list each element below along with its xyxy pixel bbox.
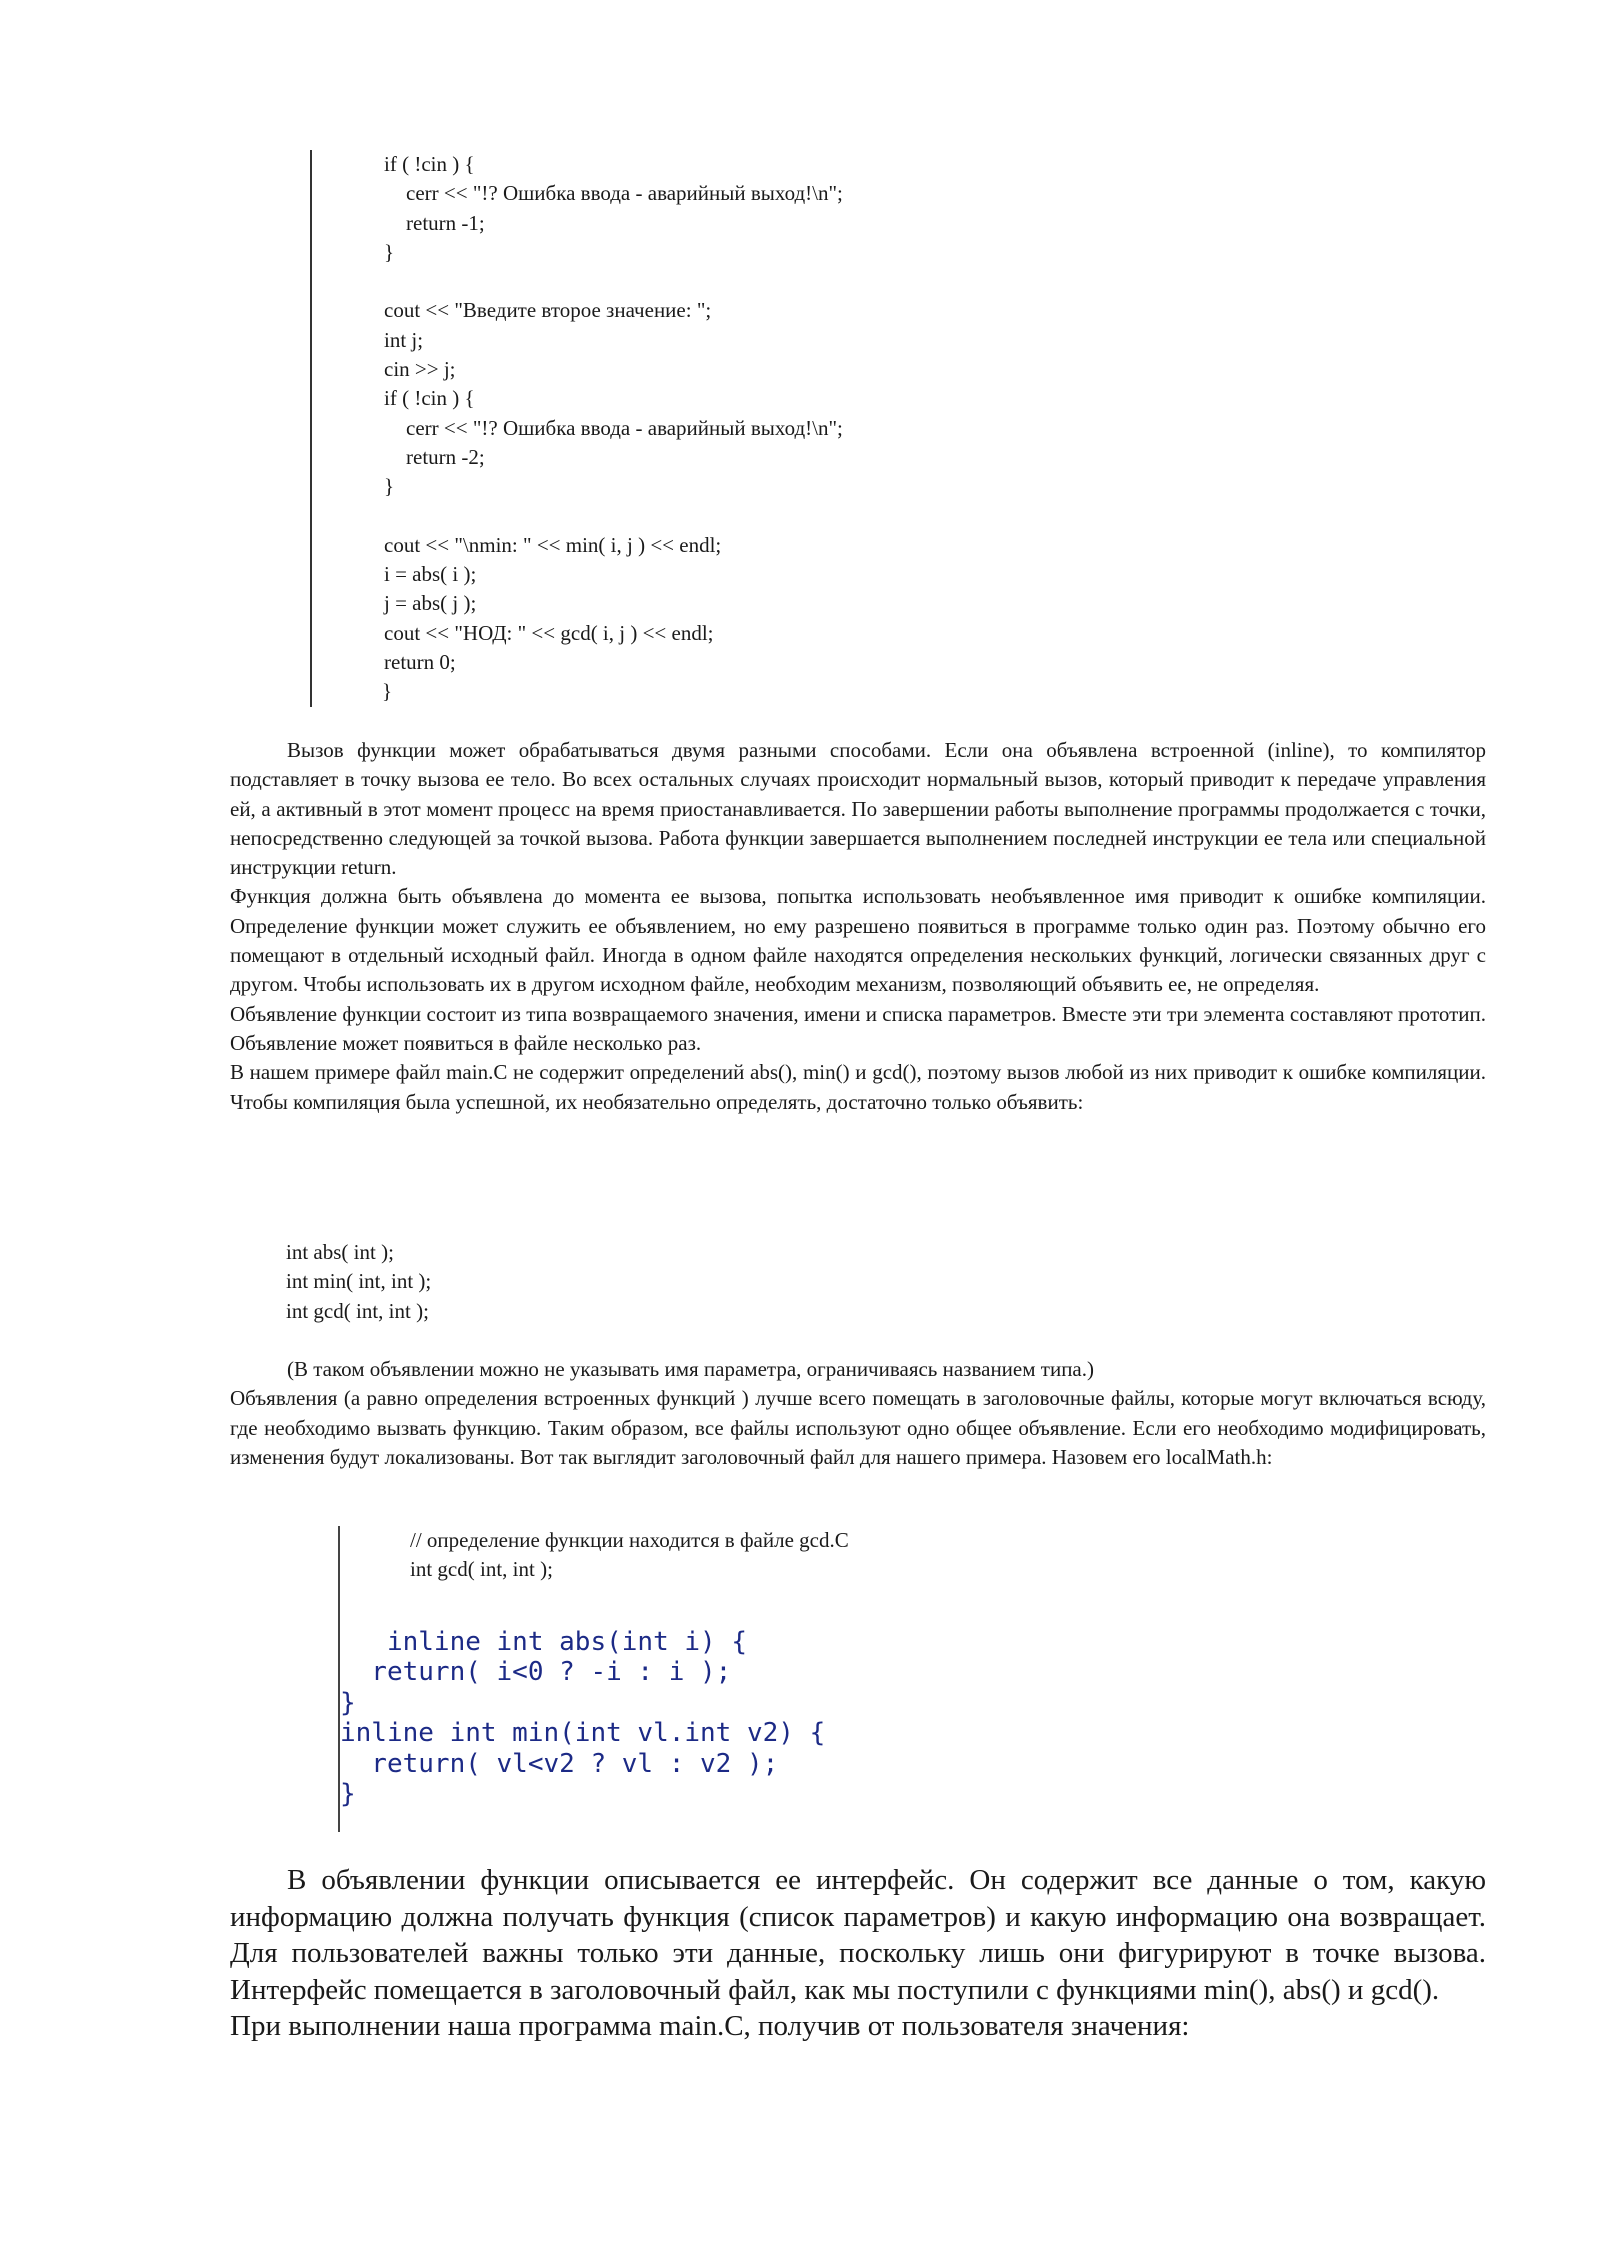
declarations-list [286, 1238, 431, 1326]
code-line: int j; [384, 327, 424, 352]
code-line: cout << "Введите второе значение: "; [384, 298, 712, 323]
body-paragraph: В нашем примере файл main.C не содержит определений abs(), min() и gcd(), поэтому вызов любой из них приводит к ошибке компиляции. Чтобы компиляция была успешной, их необязательно определять, достаточно только объявить: [230, 1060, 1486, 1114]
body-paragraph-large: При выполнении наша программа main.C, получив от пользователя значения: [230, 2010, 1190, 2042]
code-line [312, 502, 1012, 531]
code-line: } [382, 679, 393, 704]
code-line: } [340, 1779, 356, 1810]
declaration-line: int gcd( int, int ); [286, 1298, 429, 1323]
code-line: if ( !cin ) { [384, 386, 475, 411]
code-line: return( i<0 ? -i : i ); [340, 1657, 732, 1688]
code-line: i = abs( i ); [384, 562, 477, 587]
declaration-line: int min( int, int ); [286, 1269, 432, 1294]
body-paragraph-group-1 [230, 736, 1486, 1117]
code-line: cerr << "!? Ошибка ввода - аварийный выход!\n"; [406, 181, 843, 206]
code-line: inline int min(int vl.int v2) { [340, 1718, 826, 1749]
declaration-line: int abs( int ); [286, 1240, 394, 1264]
code-block-main [310, 150, 1012, 707]
body-paragraph-group-2 [230, 1355, 1486, 1472]
code-spacer [340, 1585, 1040, 1627]
code-line [312, 267, 1012, 296]
code-line: return -2; [406, 444, 485, 469]
code-line: return( vl<v2 ? vl : v2 ); [340, 1748, 779, 1779]
body-paragraph: Функция должна быть объявлена до момента ее вызова, попытка использовать необъявленное имя приводит к ошибке компиляции. Определение функции может служить ее объявлением, но ему разрешено появиться в программе только один раз. Поэтому обычно его помещают в отдельный исходный файл. Иногда в одном файле находятся определения нескольких функций, логически связанных друг с другом. Чтобы использовать их в другом исходном файле, необходим механизм, позволяющий объявить ее, не определяя. [230, 884, 1486, 997]
code-block-header [338, 1526, 1040, 1832]
code-line: cout << "НОД: " << gcd( i, j ) << endl; [384, 620, 714, 645]
code-line: cout << "\nmin: " << min( i, j ) << endl; [384, 532, 722, 557]
body-paragraph-large: В объявлении функции описывается ее интерфейс. Он содержит все данные о том, какую информацию должна получать функция (список параметров) и какую информацию она возвращает. Для пользователей важны только эти данные, поскольку лишь они фигурируют в точке вызова. Интерфейс помещается в заголовочный файл, как мы поступили с функциями min(), abs() и gcd(). [230, 1864, 1486, 2006]
body-paragraph: (В таком объявлении можно не указывать имя параметра, ограничиваясь названием типа.) [287, 1357, 1094, 1381]
body-paragraph: Объявления (а равно определения встроенных функций ) лучше всего помещать в заголовочные файлы, которые могут включаться всюду, где необходимо вызвать функцию. Таким образом, все файлы используют одно общее объявление. Если его необходимо модифицировать, изменения будут локализованы. Вот так выглядит заголовочный файл для нашего примера. Назовем его localMath.h: [230, 1386, 1486, 1469]
body-paragraph: Объявление функции состоит из типа возвращаемого значения, имени и списка параметров. Вместе эти три элемента составляют прототип. Объявление может появиться в файле несколько раз. [230, 1001, 1486, 1055]
code-line: j = abs( j ); [384, 591, 477, 616]
code-line: } [384, 474, 395, 499]
code-line: cerr << "!? Ошибка ввода - аварийный выход!\n"; [406, 415, 843, 440]
code-comment-line: // определение функции находится в файле gcd.C [410, 1528, 849, 1552]
code-line: return -1; [406, 210, 485, 235]
code-line: inline int abs(int i) { [340, 1626, 747, 1657]
code-line: int gcd( int, int ); [410, 1557, 553, 1582]
body-paragraph: Вызов функции может обрабатываться двумя разными способами. Если она объявлена встроенной (inline), то компилятор подставляет в точку вызова ее тело. Во всех остальных случаях происходит нормальный вызов, который приводит к передаче управления ей, а активный в этот момент процесс на время приостанавливается. По завершении работы выполнение программы продолжается с точки, непосредственно следующей за точкой вызова. Работа функции завершается выполнением последней инструкции ее тела или специальной инструкции return. [230, 738, 1486, 880]
code-line: cin >> j; [384, 357, 456, 382]
code-line: if ( !cin ) { [384, 152, 475, 176]
code-line: } [340, 1687, 356, 1718]
body-paragraph-group-3 [230, 1862, 1486, 2045]
code-line: return 0; [384, 650, 456, 675]
code-line: } [384, 239, 395, 264]
